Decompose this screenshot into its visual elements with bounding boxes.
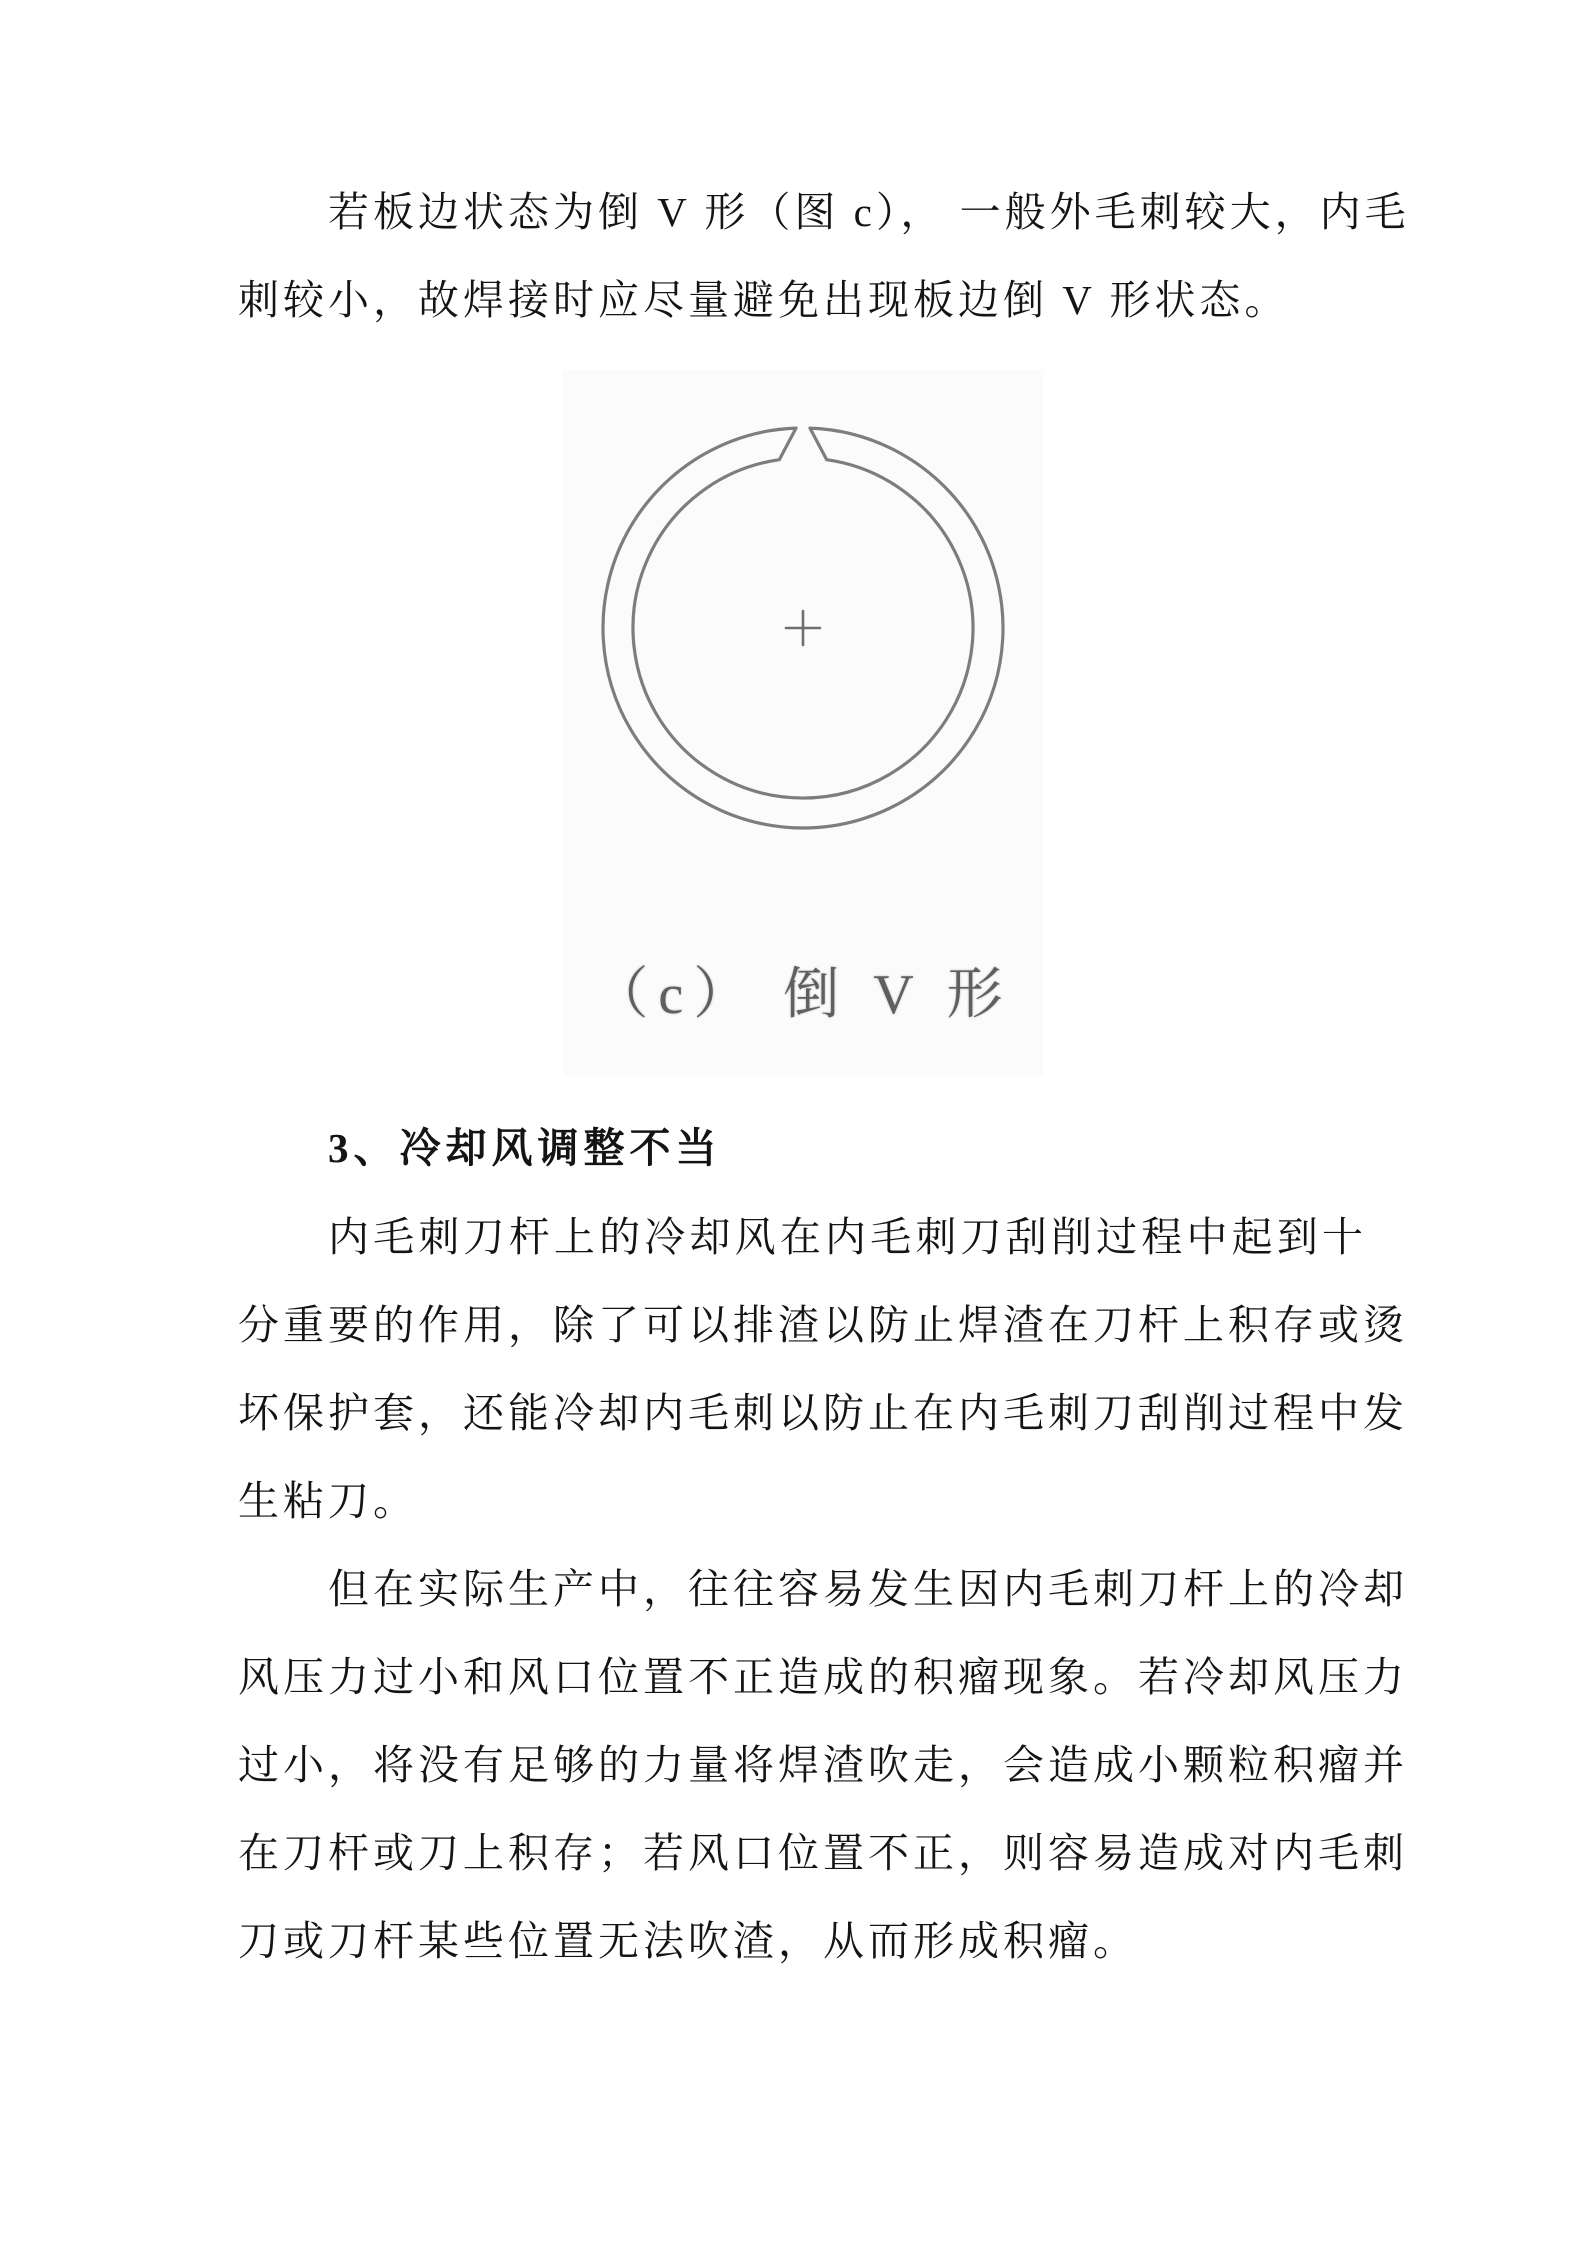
paragraph-cooling-line-1: 内毛刺刀杆上的冷却风在内毛刺刀刮削过程中起到十 — [328, 1214, 1367, 1260]
paragraph-production-line-3: 过小，将没有足够的力量将焊渣吹走，会造成小颗粒积瘤并 — [238, 1742, 1408, 1788]
figure-inverted-v-image — [563, 370, 1043, 1075]
tube-cross-section-diagram — [598, 370, 1008, 830]
paragraph-production-issues — [238, 1545, 1408, 1985]
figure-caption: （c） 倒 V 形 — [592, 964, 1013, 1026]
paragraph-production-line-5: 刀或刀杆某些位置无法吹渣，从而形成积瘤。 — [238, 1918, 1138, 1964]
paragraph-intro — [238, 168, 1410, 344]
paragraph-production-line-4: 在刀杆或刀上积存；若风口位置不正，则容易造成对内毛刺 — [238, 1830, 1408, 1876]
paragraph-intro-line-2: 刺较小，故焊接时应尽量避免出现板边倒 V 形状态。 — [238, 277, 1290, 323]
paragraph-cooling-line-3: 坏保护套，还能冷却内毛刺以防止在内毛刺刀刮削过程中发 — [238, 1390, 1408, 1436]
paragraph-production-line-1: 但在实际生产中，往往容易发生因内毛刺刀杆上的冷却 — [328, 1566, 1408, 1612]
paragraph-production-line-2: 风压力过小和风口位置不正造成的积瘤现象。若冷却风压力 — [238, 1654, 1408, 1700]
section-heading-3: 3、冷却风调整不当 — [328, 1125, 722, 1171]
paragraph-cooling-line-4: 生粘刀。 — [238, 1478, 418, 1524]
paragraph-cooling-air — [238, 1193, 1408, 1545]
paragraph-cooling-line-2: 分重要的作用，除了可以排渣以防止焊渣在刀杆上积存或烫 — [238, 1302, 1408, 1348]
center-cross-mark — [786, 611, 820, 645]
paragraph-intro-line-1: 若板边状态为倒 V 形（图 c）， 一般外毛刺较大，内毛 — [328, 189, 1410, 235]
